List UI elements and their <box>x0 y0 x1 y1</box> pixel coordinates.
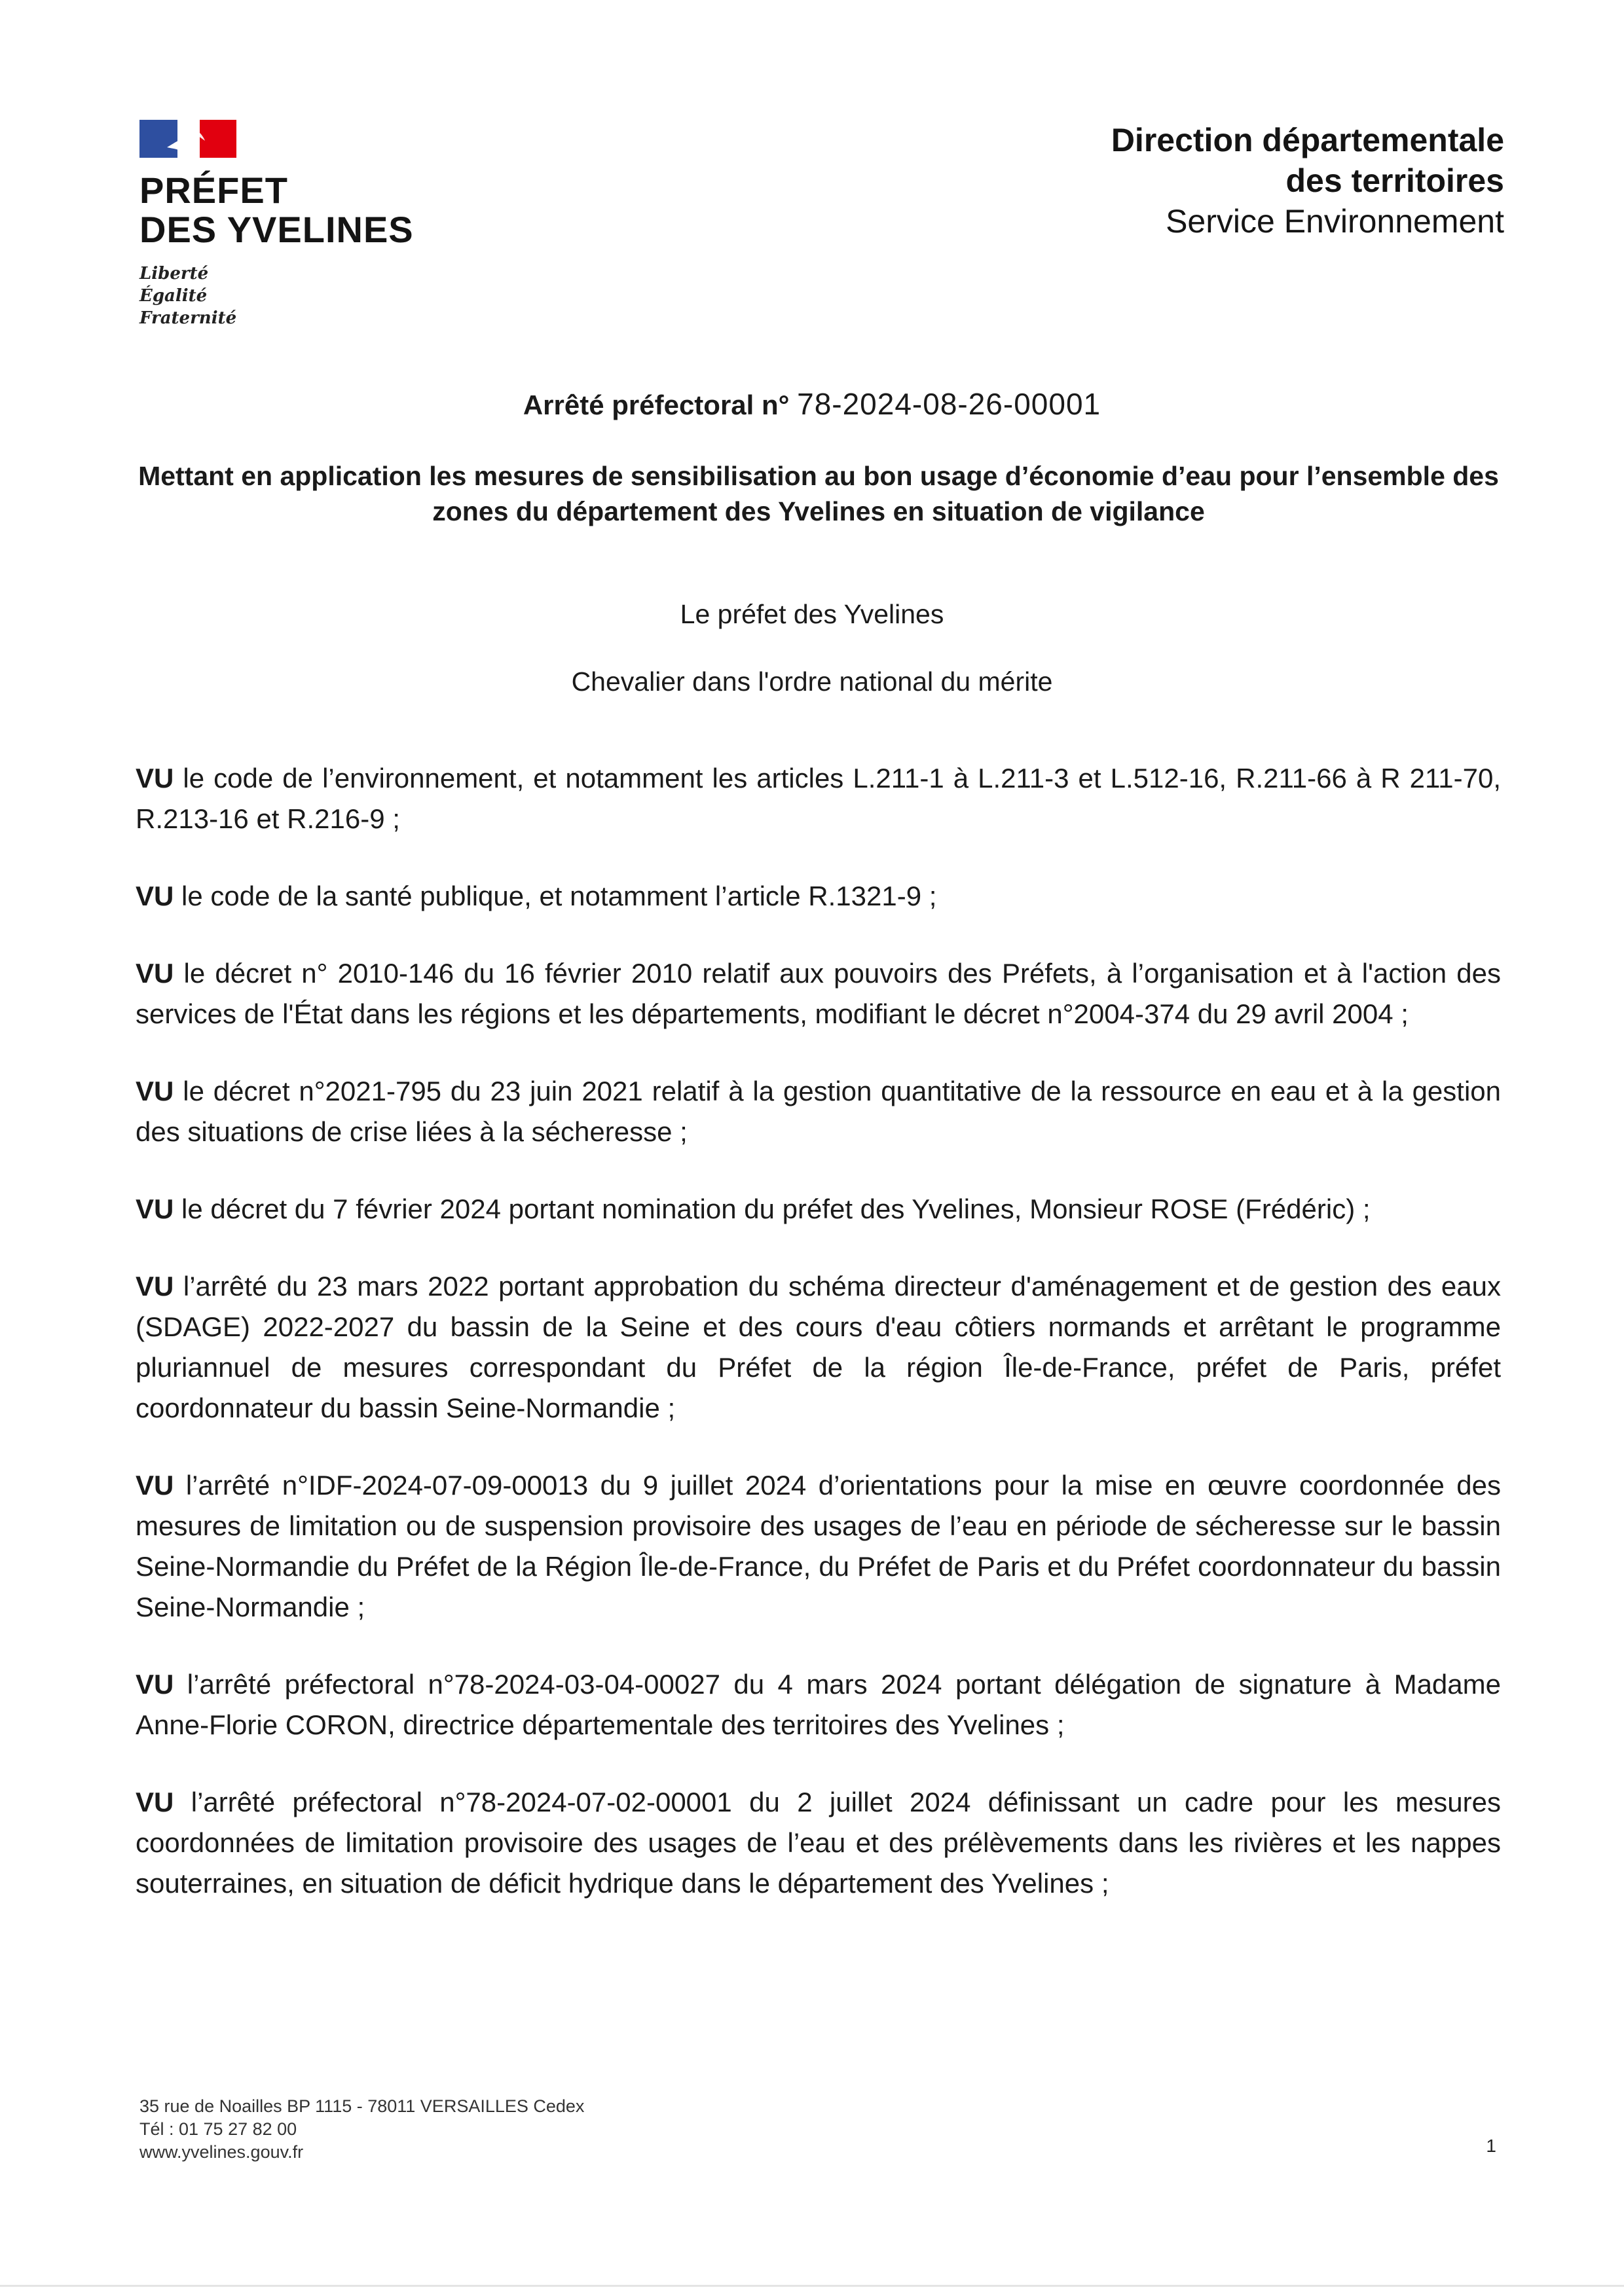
footer-phone: Tél : 01 75 27 82 00 <box>139 2119 297 2139</box>
scan-edge-divider <box>0 2285 1624 2287</box>
visa-item: VU l’arrêté préfectoral n°78-2024-03-04-00027 du 4 mars 2024 portant délégation de signature à Madame Anne-Florie CORON, directrice départementale des territoires des Yvelines ; <box>136 1669 1501 1740</box>
logo-line-yvelines: DES YVELINES <box>139 209 414 250</box>
prefet-title: Le préfet des Yvelines <box>680 599 944 629</box>
visa-item: VU le décret n°2021-795 du 23 juin 2021 relatif à la gestion quantitative de la ressource en eau et à la gestion des situations de crise liées à la sécheresse ; <box>136 1076 1502 1147</box>
motto-fraternite: Fraternité <box>139 308 237 328</box>
visa-item: VU l’arrêté préfectoral n°78-2024-07-02-00001 du 2 juillet 2024 définissant un cadre pour les mesures coordonnées de limitation provisoire des usages de l’eau et des prélèvements dans les rivières et les nappes souterraines, en situation de déficit hydrique dans le département des Yvelines ; <box>136 1787 1502 1899</box>
marianne-flag-icon <box>139 120 236 158</box>
footer-website[interactable]: www.yvelines.gouv.fr <box>139 2142 304 2162</box>
visa-item: VU le décret du 7 février 2024 portant nomination du préfet des Yvelines, Monsieur ROSE (Frédéric) ; <box>136 1194 1371 1224</box>
prefet-honor: Chevalier dans l'ordre national du mérite <box>571 666 1053 697</box>
republic-motto <box>139 263 414 329</box>
arrete-number: 78-2024-08-26-00001 <box>797 387 1101 421</box>
visa-item: VU l’arrêté n°IDF-2024-07-09-00013 du 9 juillet 2024 d’orientations pour la mise en œuvre coordonnée des mesures de limitation ou de suspension provisoire des usages de l’eau en période de sécheresse sur le bassin Seine-Normandie du Préfet de la Région Île-de-France, du Préfet de Paris et du Préfet coordonnateur du bassin Seine-Normandie ; <box>136 1470 1501 1622</box>
logo-title <box>139 171 414 249</box>
direction-line-2: des territoires <box>1285 162 1504 199</box>
arrete-objet: Mettant en application les mesures de sensibilisation au bon usage d’économie d’eau pour l’ensemble des zones du département des Yvelines en situation de vigilance <box>138 461 1499 526</box>
visas-list <box>136 758 1501 1941</box>
direction-line-1: Direction départementale <box>1111 122 1504 158</box>
service-name: Service Environnement <box>1166 203 1504 240</box>
visa-item: VU le code de la santé publique, et notamment l’article R.1321-9 ; <box>136 881 937 911</box>
motto-egalite: Égalité <box>139 286 208 306</box>
logo-line-prefet: PRÉFET <box>139 170 288 211</box>
visa-item: VU le décret n° 2010-146 du 16 février 2010 relatif aux pouvoirs des Préfets, à l’organisation et à l'action des services de l'État dans les régions et les départements, modifiant le décret n°2004-374 du 29 avril 2004 ; <box>136 958 1502 1029</box>
prefecture-logo <box>139 120 414 329</box>
issuing-service <box>1111 120 1504 242</box>
visa-item: VU le code de l’environnement, et notamment les articles L.211-1 à L.211-3 et L.512-16, R.211-66 à R 211-70, R.213-16 et R.216-9 ; <box>136 763 1501 834</box>
footer-contact <box>139 2095 584 2164</box>
arrete-title <box>0 386 1624 422</box>
arrete-label: Arrêté préfectoral n° <box>523 390 790 420</box>
footer-address: 35 rue de Noailles BP 1115 - 78011 VERSAILLES Cedex <box>139 2096 585 2116</box>
motto-liberte: Liberté <box>139 264 209 283</box>
page-number: 1 <box>1486 2136 1496 2156</box>
visa-item: VU l’arrêté du 23 mars 2022 portant approbation du schéma directeur d'aménagement et de gestion des eaux (SDAGE) 2022-2027 du bassin de la Seine et des cours d'eau côtiers normands et arrêtant le programme pluriannuel de mesures correspondant du Préfet de la région Île-de-France, préfet de Paris, préfet coordonnateur du bassin Seine-Normandie ; <box>136 1271 1501 1423</box>
